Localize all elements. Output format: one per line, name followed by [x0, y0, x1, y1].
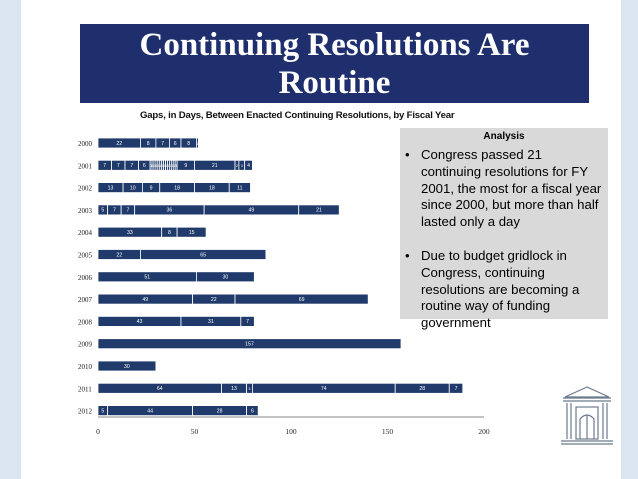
bar-data-label: 65: [200, 252, 207, 259]
bar-data-label: 1: [196, 141, 199, 146]
bar-data-label: 1: [152, 164, 154, 169]
bar-data-label: 74: [320, 386, 327, 393]
bar-data-label: 22: [116, 252, 123, 259]
capitol-building-icon: [561, 383, 613, 447]
y-category-label: 2008: [78, 318, 92, 327]
bar-data-label: 22: [116, 140, 123, 147]
bar-data-label: 1: [161, 164, 164, 169]
bar-data-label: 9: [149, 185, 153, 192]
bar-data-label: 21: [211, 163, 218, 170]
x-tick-label: 100: [285, 427, 297, 436]
y-category-label: 2003: [78, 206, 92, 215]
y-category-label: 2000: [78, 140, 92, 148]
bar-data-label: 7: [161, 140, 165, 147]
bar-data-label: 18: [208, 185, 215, 192]
y-category-label: 2009: [78, 340, 92, 349]
bar-data-label: 7: [112, 207, 116, 214]
bar-data-label: 7: [454, 386, 458, 393]
bar-data-label: 30: [124, 363, 130, 370]
bar-data-label: 5: [101, 408, 105, 415]
x-tick-label: 200: [478, 427, 490, 436]
bar-data-label: 28: [419, 386, 426, 393]
bar-data-label: 1: [171, 164, 174, 169]
bar-data-label: 22: [210, 296, 217, 303]
bar-data-label: 2: [236, 164, 238, 169]
bar-data-label: 1: [175, 164, 178, 169]
analysis-heading: Analysis: [483, 131, 525, 142]
bar-data-label: 8: [187, 140, 191, 147]
bar-data-label: 15: [188, 230, 195, 236]
bar-data-label: 11: [237, 185, 243, 192]
bar-data-label: 69: [298, 296, 305, 303]
bar-data-label: 10: [129, 185, 136, 192]
bar-data-label: 36: [166, 207, 173, 214]
bar-data-label: 43: [136, 319, 143, 326]
bar-data-label: 8: [146, 140, 150, 147]
y-category-label: 2005: [78, 251, 92, 260]
bar-data-label: 9: [184, 163, 188, 170]
bar-data-label: 30: [222, 274, 229, 281]
y-category-label: 2010: [78, 363, 92, 371]
bar-data-label: 64: [156, 386, 163, 393]
y-category-label: 2011: [78, 385, 92, 394]
bar-data-label: 33: [126, 230, 133, 236]
bar-data-label: 7: [116, 163, 120, 170]
x-tick-label: 0: [96, 427, 100, 436]
bar-data-label: 7: [246, 319, 250, 326]
bar-data-label: 18: [174, 185, 181, 192]
bar-data-label: 28: [216, 408, 223, 415]
bar-data-label: 1: [157, 164, 160, 169]
analysis-bullet-1: [405, 147, 603, 231]
bullet-dot-icon: •: [405, 147, 410, 162]
y-category-label: 2004: [78, 229, 92, 238]
bar-data-label: 7: [103, 163, 107, 170]
bar-data-label: 3: [248, 387, 251, 392]
bar-data-label: 5: [101, 207, 105, 214]
bar-data-label: 3: [240, 164, 243, 169]
bar-data-label: 4: [247, 163, 250, 170]
bar-data-label: 1: [173, 164, 176, 169]
bullet-dot-icon: •: [405, 248, 410, 263]
bar-data-label: 1: [153, 164, 156, 169]
bar-data-label: 1: [150, 164, 153, 169]
chart-title: Gaps, in Days, Between Enacted Continuing Resolutions, by Fiscal Year: [140, 110, 455, 121]
bar-data-label: 13: [231, 386, 237, 393]
bar-data-label: 1: [155, 164, 158, 169]
bullet-text: Congress passed 21 continuing resolutions for FY 2001, the most for a fiscal year since 2000, but more than half lasted only a day: [421, 147, 602, 230]
bar-data-label: 51: [144, 274, 151, 281]
bar-data-label: 44: [147, 408, 154, 415]
y-category-label: 2012: [78, 407, 92, 416]
bar-data-label: 7: [130, 163, 134, 170]
analysis-bullet-2: [405, 248, 603, 332]
slide-title: Continuing Resolutions Are Routine: [139, 27, 530, 101]
bar-data-label: 6: [173, 140, 177, 147]
bullet-text: Due to budget gridlock in Congress, continuing resolutions are becoming a routine way of funding government: [421, 248, 580, 331]
bar-data-label: 1: [163, 164, 166, 169]
bar-data-label: 1: [159, 164, 162, 169]
bar-data-label: 31: [208, 319, 214, 326]
bar-data-label: 6: [250, 408, 254, 415]
x-tick-label: 50: [190, 427, 199, 436]
bar-data-label: 6: [142, 163, 146, 170]
y-category-label: 2002: [78, 184, 92, 193]
bar-data-label: 7: [126, 207, 130, 214]
bar-data-label: 49: [142, 296, 149, 303]
y-category-label: 2001: [78, 162, 92, 171]
bar-data-label: 1: [165, 164, 168, 169]
bar-data-label: 1: [167, 164, 170, 169]
bar-data-label: 8: [167, 230, 171, 236]
bar-data-label: 157: [245, 341, 254, 348]
bar-data-label: 21: [316, 207, 322, 214]
bar-data-label: 49: [248, 207, 255, 214]
bar-data-label: 1: [169, 164, 172, 169]
y-category-label: 2007: [78, 296, 92, 305]
y-category-label: 2006: [78, 273, 92, 282]
x-tick-label: 150: [381, 427, 394, 436]
bar-data-label: 13: [107, 185, 114, 192]
